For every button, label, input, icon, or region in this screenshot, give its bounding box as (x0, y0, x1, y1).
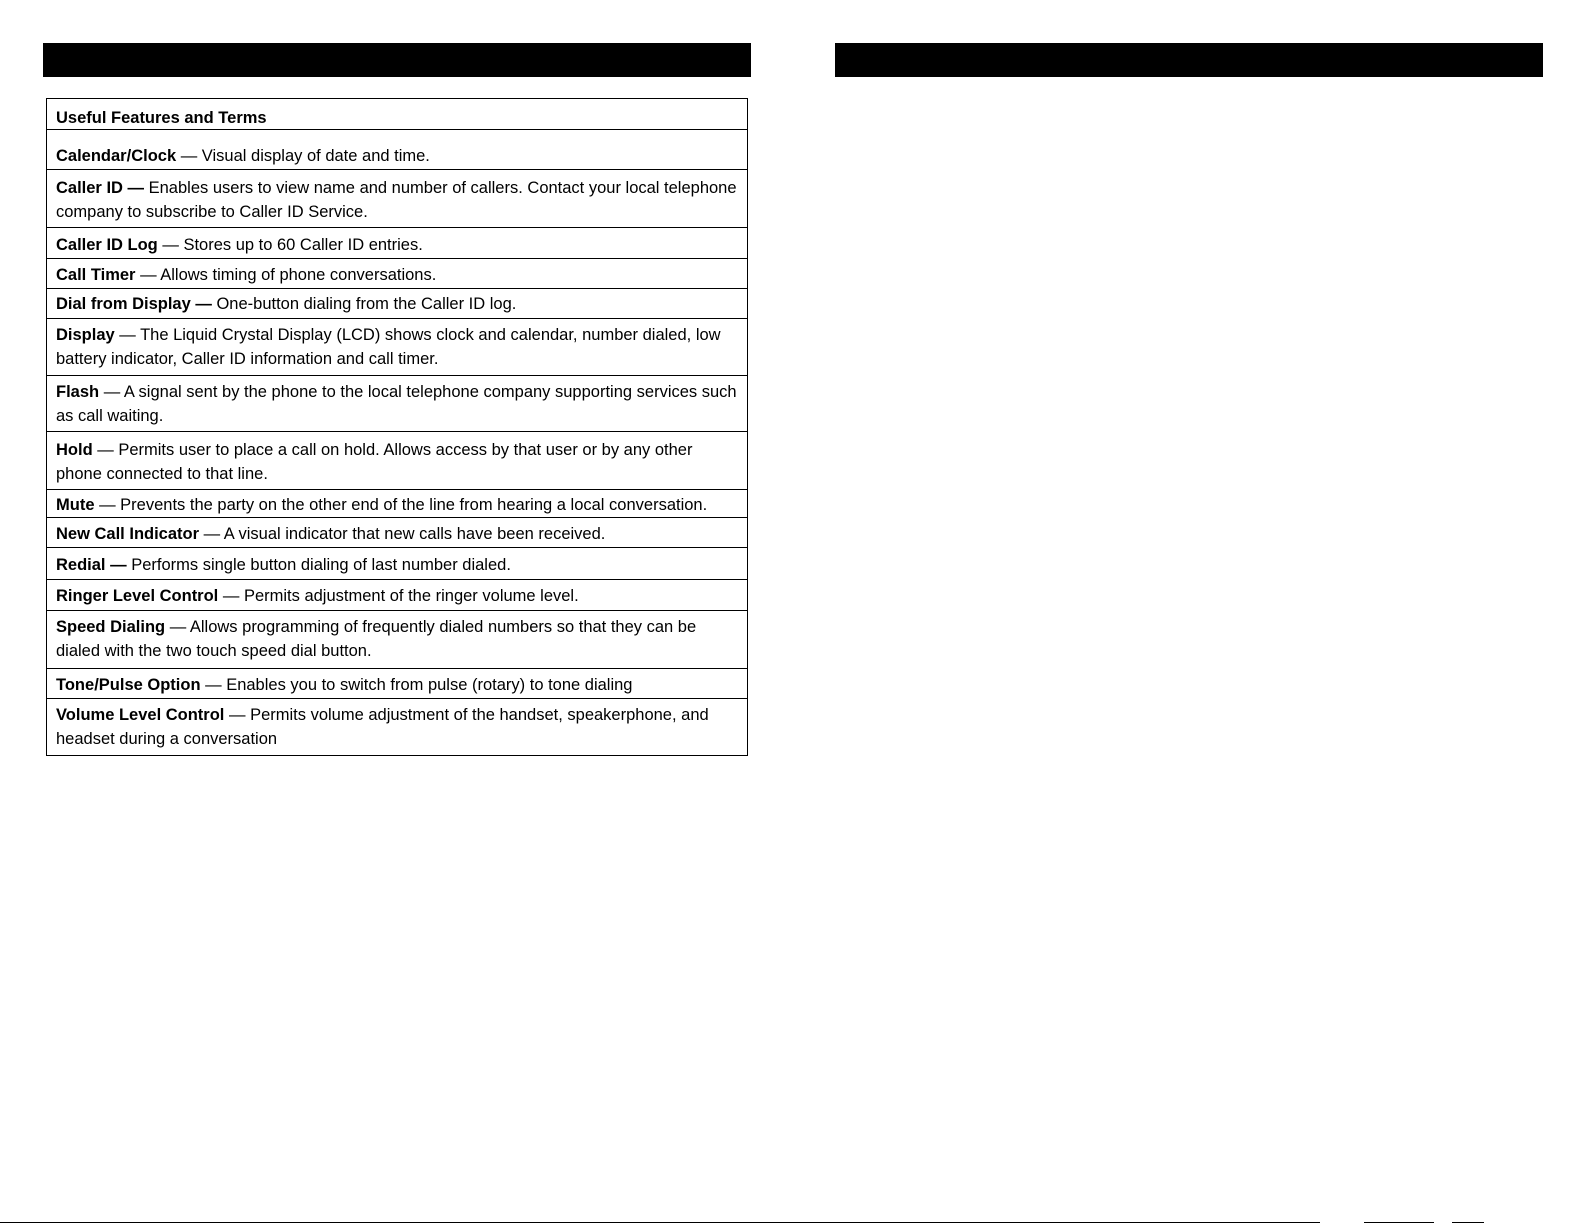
term-row-volume-level-control (47, 699, 747, 755)
term-description: Permits adjustment of the ringer volume level. (243, 587, 579, 605)
term-name: Call Timer (56, 266, 136, 284)
term-separator: — (114, 326, 141, 344)
term-separator: — (94, 496, 121, 514)
term-description: Permits user to place a call on hold. Allows access by that user or by any other phone connected to that line. (56, 441, 693, 483)
term-description: Performs single button dialing of last number dialed. (131, 556, 511, 574)
term-name: Volume Level Control (56, 706, 225, 724)
term-description: One-button dialing from the Caller ID log. (216, 295, 517, 313)
term-description: Allows programming of frequently dialed numbers so that they can be dialed with the two touch speed dial button. (56, 618, 697, 660)
term-row-caller-id (47, 170, 747, 228)
term-name: Tone/Pulse Option (56, 676, 201, 694)
term-description: Prevents the party on the other end of the line from hearing a local conversation. (120, 496, 708, 514)
term-separator: — (99, 383, 124, 401)
term-name: Mute (56, 496, 95, 514)
term-separator: — (157, 236, 184, 254)
term-name: Dial from Display — (56, 295, 212, 313)
term-name: Redial — (56, 556, 127, 574)
term-separator: — (218, 587, 244, 605)
term-name: Hold (56, 441, 93, 459)
term-description: A signal sent by the phone to the local telephone company supporting services such as call waiting. (56, 383, 737, 425)
term-separator: — (224, 706, 251, 724)
footer-rule-segment (1364, 1222, 1434, 1223)
term-row-mute (47, 490, 747, 518)
term-row-caller-id-log (47, 228, 747, 259)
term-description: The Liquid Crystal Display (LCD) shows clock and calendar, number dialed, low battery indicator, Caller ID information and call timer. (56, 326, 721, 368)
features-terms-table (46, 98, 748, 756)
term-description: Enables users to view name and number of callers. Contact your local telephone company to subscribe to Caller ID Service. (56, 179, 737, 221)
term-separator: — (176, 147, 202, 165)
term-description: Stores up to 60 Caller ID entries. (183, 236, 423, 254)
term-row-dial-from-display (47, 289, 747, 319)
term-separator: — (200, 676, 227, 694)
term-description: Allows timing of phone conversations. (160, 266, 437, 284)
footer-rule-segment (1452, 1222, 1484, 1223)
term-row-new-call-indicator (47, 518, 747, 548)
right-page-header-bar (835, 43, 1543, 77)
table-title: Useful Features and Terms (47, 99, 747, 130)
term-description: Permits volume adjustment of the handset, speakerphone, and headset during a conversation (56, 706, 709, 748)
term-separator: — (199, 525, 224, 543)
term-description: Enables you to switch from pulse (rotary) to tone dialing (226, 676, 633, 694)
term-name: Speed Dialing (56, 618, 166, 636)
footer-rule (0, 1222, 1320, 1223)
term-row-redial (47, 548, 747, 580)
term-name: New Call Indicator (56, 525, 200, 543)
term-name: Caller ID — (56, 179, 145, 197)
term-row-ringer-level-control (47, 580, 747, 611)
term-name: Calendar/Clock (56, 147, 177, 165)
term-row-display (47, 319, 747, 376)
term-row-calendar-clock (47, 130, 747, 170)
term-row-tone-pulse-option (47, 669, 747, 699)
term-description: Visual display of date and time. (201, 147, 430, 165)
left-page-header-bar (43, 43, 751, 77)
term-row-speed-dialing (47, 611, 747, 669)
term-row-flash (47, 376, 747, 432)
term-description: A visual indicator that new calls have been received. (223, 525, 606, 543)
term-separator: — (92, 441, 119, 459)
term-name: Flash (56, 383, 100, 401)
term-row-hold (47, 432, 747, 490)
term-name: Display (56, 326, 115, 344)
term-separator: — (165, 618, 190, 636)
term-name: Caller ID Log (56, 236, 158, 254)
term-row-call-timer (47, 259, 747, 289)
term-name: Ringer Level Control (56, 587, 219, 605)
term-separator: — (135, 266, 161, 284)
